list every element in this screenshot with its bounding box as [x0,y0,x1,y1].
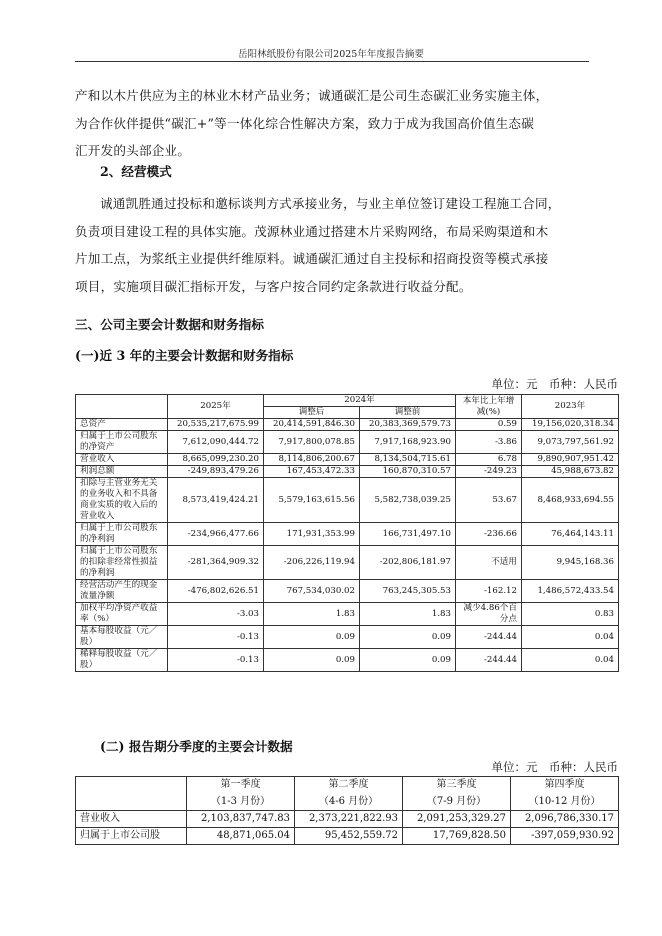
row-label: 稀释每股收益（元／股） [76,649,168,672]
quarter-range: （7-9 月份） [426,795,487,807]
row-label: 经营活动产生的现金流量净额 [76,580,168,603]
quarter-range: （4-6 月份） [318,795,379,807]
value-2025: 8,573,419,424.21 [168,478,264,523]
value-2024-before: 20,383,369,579.73 [360,419,456,431]
value-2025: -476,802,626.51 [168,580,264,603]
row-label: 利润总额 [76,466,168,478]
value-2025: 20,535,217,675.99 [168,419,264,431]
value-2023: 76,464,143.11 [522,523,619,546]
row-label: 营业收入 [76,811,187,828]
row-label: 基本每股收益（元／股） [76,626,168,649]
value-2023: 9,945,168.36 [522,546,619,580]
header-yoy-change: 本年比上年增减(%) [456,395,522,419]
section-3-heading: 三、公司主要会计数据和财务指标 [75,317,264,332]
value-change: -244.44 [456,649,522,672]
row-label: 营业收入 [76,454,168,466]
table-row [76,828,619,845]
value-change: -162.12 [456,580,522,603]
value-2023: 9,890,907,951.42 [522,454,619,466]
paragraph-line: 负责项目建设工程的具体实施。茂源林业通过搭建木片采购网络，布局采购渠道和木 [75,223,549,239]
table-row [76,580,619,603]
value-2024-after: 8,114,806,200.67 [264,454,360,466]
value-change: 53.67 [456,478,522,523]
three-year-financial-table [75,394,619,672]
value-2023: 9,073,797,561.92 [522,431,619,454]
unit-currency-note: 单位：元 币种：人民币 [491,760,618,774]
value-2025: 7,612,090,444.72 [168,431,264,454]
header-q4 [511,777,619,811]
value-change: 不适用 [456,546,522,580]
value-q2: 95,452,559.72 [295,828,403,845]
row-label: 归属于上市公司股东的扣除非经常性损益的净利润 [76,546,168,580]
value-2025: -281,364,909.32 [168,546,264,580]
header-2024-adjusted-before: 调整前 [360,407,456,419]
value-q3: 2,091,253,329.27 [403,811,511,828]
value-2024-after: 167,453,472.33 [264,466,360,478]
table-row [76,466,619,478]
header-q2 [295,777,403,811]
table-row [76,649,619,672]
header-2024-adjusted-after: 调整后 [264,407,360,419]
table-row [76,431,619,454]
business-model-paragraph [75,190,589,300]
value-2024-before: 8,134,504,715.61 [360,454,456,466]
unit-currency-note: 单位：元 币种：人民币 [491,377,618,391]
quarter-name: 第一季度 [220,779,261,790]
table-row [76,523,619,546]
value-2024-after: 171,931,353.99 [264,523,360,546]
paragraph-line: 产和以木片供应为主的林业木材产品业务；诚通碳汇是公司生态碳汇业务实施主体， [75,88,549,103]
row-label: 加权平均净资产收益率（%） [76,603,168,626]
value-2025: -3.03 [168,603,264,626]
value-2024-before: 763,245,305.53 [360,580,456,603]
table-row [76,626,619,649]
quarter-range: （1-3 月份） [210,795,271,807]
paragraph-line: 片加工点，为浆纸主业提供纤维原料。诚通碳汇通过自主投标和招商投资等模式承接 [75,251,549,266]
value-2024-before: 160,870,310.57 [360,466,456,478]
row-label: 归属于上市公司股东的净利润 [76,523,168,546]
value-2023: 1,486,572,433.54 [522,580,619,603]
value-2024-before: 1.83 [360,603,456,626]
value-change: -3.86 [456,431,522,454]
value-q1: 48,871,065.04 [187,828,295,845]
row-label: 扣除与主营业务无关的业务收入和不具备商业实质的收入后的营业收入 [76,478,168,523]
value-2023: 0.83 [522,603,619,626]
paragraph-line: 诚通凯胜通过投标和邀标谈判方式承接业务，与业主单位签订建设工程施工合同， [100,196,561,211]
value-q1: 2,103,837,747.83 [187,811,295,828]
paragraph-line: 为合作伙伴提供“碳汇+”等一体化综合性解决方案，致力于成为我国高价值生态碳 [75,115,535,131]
table-row [76,546,619,580]
paragraph-line: 项目，实施项目碳汇指标开发，与客户按合同约定条款进行收益分配。 [75,278,472,294]
header-q1 [187,777,295,811]
report-header-title: 岳阳林纸股份有限公司2025年年度报告摘要 [238,49,424,60]
value-2023: 19,156,020,318.34 [522,419,619,431]
value-2025: -0.13 [168,649,264,672]
table-row [76,454,619,466]
value-2024-before: 166,731,497.10 [360,523,456,546]
value-q2: 2,373,221,822.93 [295,811,403,828]
value-2023: 0.04 [522,626,619,649]
quarterly-data-table [75,776,619,845]
row-label: 归属于上市公司股东的净资产 [76,431,168,454]
table-row [76,419,619,431]
value-change: -249.23 [456,466,522,478]
section-3-1-heading: (一)近 3 年的主要会计数据和财务指标 [75,348,294,363]
table-corner-cell [76,777,187,811]
quarter-range: （10-12 月份） [528,795,601,807]
value-2023: 45,988,673.82 [522,466,619,478]
value-2024-after: 0.09 [264,626,360,649]
business-model-heading: 2、经营模式 [100,164,172,179]
quarter-name: 第三季度 [436,779,477,790]
value-2024-after: 7,917,800,078.85 [264,431,360,454]
value-2024-before: 5,582,738,039.25 [360,478,456,523]
value-2024-after: 0.09 [264,649,360,672]
business-paragraph [75,82,589,165]
value-2025: 8,665,099,230.20 [168,454,264,466]
row-label: 归属于上市公司股 [76,828,187,845]
value-change: 6.78 [456,454,522,466]
section-3-2-heading: (二) 报告期分季度的主要会计数据 [100,739,293,754]
value-2024-after: 767,534,030.02 [264,580,360,603]
value-change: -236.66 [456,523,522,546]
value-2025: -249,893,479.26 [168,466,264,478]
value-2024-before: -202,806,181.97 [360,546,456,580]
table-row [76,478,619,523]
table-row [76,603,619,626]
value-2024-after: 20,414,591,846.30 [264,419,360,431]
paragraph-line: 汇开发的头部企业。 [75,143,191,158]
value-2024-after: -206,226,119.94 [264,546,360,580]
header-2025: 2025年 [168,395,264,419]
table-corner-cell [76,395,168,419]
value-2024-before: 0.09 [360,649,456,672]
value-2024-after: 5,579,163,615.56 [264,478,360,523]
value-2024-before: 7,917,168,923.90 [360,431,456,454]
header-2023: 2023年 [522,395,619,419]
value-2023: 8,468,933,694.55 [522,478,619,523]
value-2024-after: 1.83 [264,603,360,626]
row-label: 总资产 [76,419,168,431]
value-change: 减少4.86个百分点 [456,603,522,626]
quarter-name: 第二季度 [328,779,369,790]
value-2024-before: 0.09 [360,626,456,649]
value-q3: 17,769,828.50 [403,828,511,845]
table-row [76,811,619,828]
value-q4: 2,096,786,330.17 [511,811,619,828]
header-q3 [403,777,511,811]
value-2025: -234,966,477.66 [168,523,264,546]
value-change: -244.44 [456,626,522,649]
quarter-name: 第四季度 [544,779,585,790]
value-q4: -397,059,930.92 [511,828,619,845]
header-divider [75,61,589,62]
header-2024: 2024年 [264,395,456,407]
value-change: 0.59 [456,419,522,431]
value-2025: -0.13 [168,626,264,649]
value-2023: 0.04 [522,649,619,672]
